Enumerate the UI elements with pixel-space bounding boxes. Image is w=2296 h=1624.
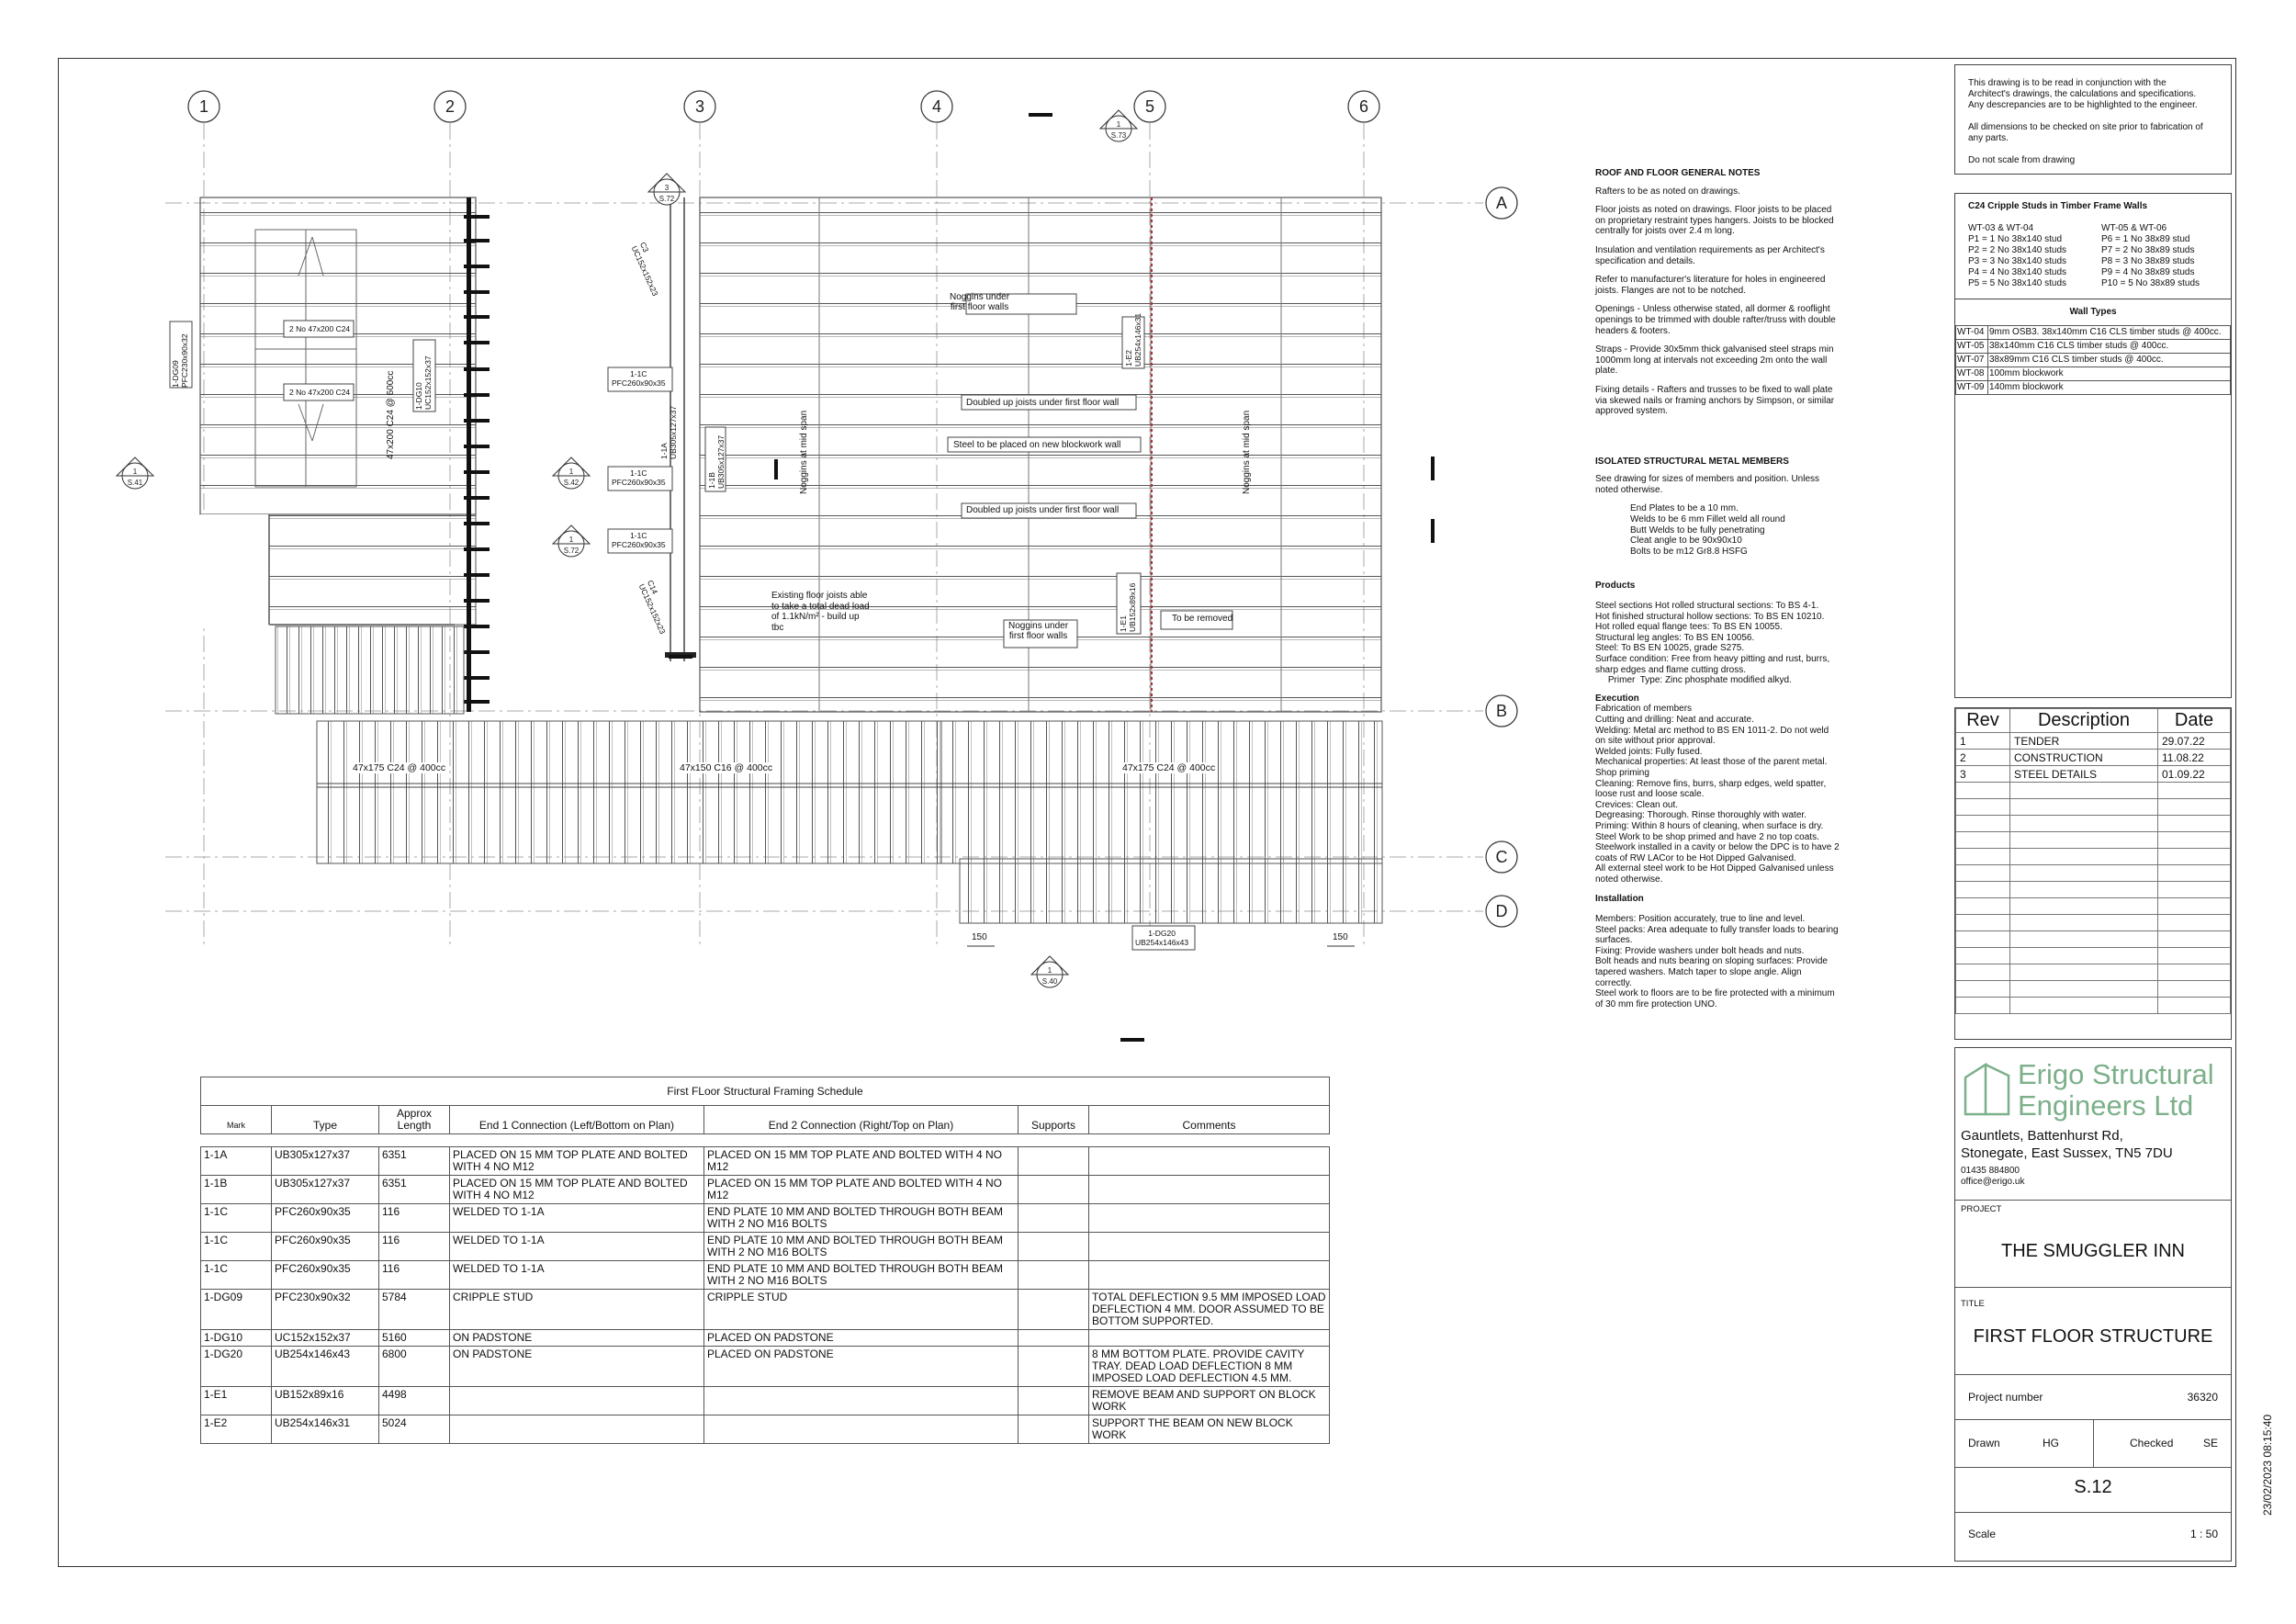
dimension-label: 150 (972, 932, 987, 942)
section-marker-num: 1 (132, 468, 138, 476)
revision-table (1955, 708, 2231, 1014)
company-logo (1963, 1059, 2012, 1121)
schedule-row: 1-E1 UB152x89x16 4498 REMOVE BEAM AND SUPPORT ON BLOCK WORK (201, 1387, 1330, 1415)
doubled-joists-label: Doubled up joists under first floor wall (966, 505, 1120, 515)
scale-value: 1 : 50 (2189, 1528, 2218, 1540)
drawing-notes-box: This drawing is to be read in conjunction with the Architect's drawings, the calculations and specifications. Any descrepancies are to be highlighted to the engineer. All dimensions to be checked on site prior to fabrication of any parts. Do not scale from drawing (1954, 64, 2232, 175)
section-marker-sheet: S.41 (127, 479, 143, 487)
schedule-header: End 1 Connection (Left/Bottom on Plan) (450, 1106, 704, 1134)
date-header: Date (2158, 709, 2231, 733)
project-number: 36320 (2187, 1391, 2218, 1404)
channel-label: 1-1C PFC260x90x35 (612, 369, 666, 388)
note-para: Rafters to be as noted on drawings. (1595, 186, 1740, 197)
grid-col-1: 1 (198, 97, 209, 116)
schedule-row: 1-DG10 UC152x152x37 5160 ON PADSTONE PLACED ON PADSTONE (201, 1330, 1330, 1347)
section-marker-sheet: S.40 (1041, 977, 1058, 986)
note-para: Straps - Provide 30x5mm thick galvanised steel straps min 1000mm long at intervals not exceeding 2m onto the wall plate. (1595, 344, 1834, 377)
general-notes-title: ROOF AND FLOOR GENERAL NOTES (1595, 168, 1761, 178)
rev-header: Rev (1956, 709, 2010, 733)
schedule-header: Approx Length (379, 1106, 450, 1134)
grid-col-4: 4 (931, 97, 942, 116)
doubled-joists-label: Doubled up joists under first floor wall (966, 398, 1120, 408)
joist-band-label: 47x175 C24 @ 400cc (1122, 762, 1216, 773)
products-title: Products (1595, 581, 1636, 592)
section-marker-num: 3 (664, 184, 670, 192)
schedule-row: 1-1A UB305x127x37 6351 PLACED ON 15 MM TOP PLATE AND BOLTED WITH 4 NO M12 PLACED ON 15 MM TOP PLATE AND BOLTED WITH 4 NO M12 (201, 1147, 1330, 1176)
grid-col-6: 6 (1358, 97, 1369, 116)
company-contact: 01435 884800 office@erigo.uk (1961, 1166, 2025, 1187)
installation-list: Members: Position accurately, true to line and level. Steel packs: Area adequate to fully transfer loads to bearing surfaces. Fixing: Provide washers under bolt heads and nuts. Bolt heads and nuts bearing on sloping surfaces: Provide tapered washers. Match taper to slope angle. Align correctly. Steel work to floors are to be fire protected with a minimum of 30 mm fire protection UNO. (1595, 914, 1839, 1009)
revision-table-box (1954, 707, 2232, 1040)
noggins-label: Noggins at mid span (1242, 410, 1252, 494)
framing-schedule (200, 1077, 1330, 1444)
beam-label-1b: 1-1B UB305x127x37 (707, 434, 726, 489)
schedule-row: 1-1C PFC260x90x35 116 WELDED TO 1-1A END PLATE 10 MM AND BOLTED THROUGH BOTH BEAM WITH 2 NO M16 BOLTS (201, 1261, 1330, 1290)
noggins-label: Noggins at mid span (799, 410, 809, 494)
schedule-row: 1-E2 UB254x146x31 5024 SUPPORT THE BEAM ON NEW BLOCK WORK (201, 1415, 1330, 1444)
column-label-c3: C3 UC152x152x23 (629, 241, 660, 298)
schedule-header: Supports (1019, 1106, 1089, 1134)
steel-blockwork-label: Steel to be placed on new blockwork wall (953, 440, 1121, 450)
beam-label-e2: 1-E2 UB254x146x31 (1124, 312, 1142, 367)
cripple-studs-left: WT-03 & WT-04 P1 = 1 No 38x140 stud P2 = 2 No 38x140 studs P3 = 3 No 38x140 studs P4 = 4 No 38x140 studs P5 = 5 No 38x140 studs (1968, 223, 2067, 288)
section-marker-num: 1 (568, 468, 574, 476)
joist-label: 2 No 47x200 C24 (289, 324, 351, 333)
checked-label: Checked (2130, 1437, 2174, 1449)
framing-schedule-table (200, 1077, 1330, 1444)
noggins-under-label: Noggins under first floor walls (950, 292, 1010, 312)
note-para: Openings - Unless otherwise stated, all dormer & rooflight openings to be trimmed with double rafter/truss with double headers & footers. (1595, 304, 1836, 336)
cripple-studs-box (1954, 193, 2232, 698)
isolated-members-title: ISOLATED STRUCTURAL METAL MEMBERS (1595, 456, 1789, 467)
drawn-by: HG (2043, 1437, 2059, 1449)
beam-label-dg20: 1-DG20 UB254x146x43 (1135, 929, 1189, 947)
products-list: Steel sections Hot rolled structural sections: To BS 4-1. Hot finished structural hollow sections: To BS EN 10210. Hot rolled equal flange tees: To BS EN 10055. Structural leg angles: To BS EN 10056. Steel: To BS EN 10025, grade S275. Surface condition: Free from heavy pitting and rust, burrs, sharp edges and flame cutting dross. Primer Type: Zinc phosphate modified alkyd. (1595, 601, 1830, 686)
section-marker-num: 1 (1047, 966, 1052, 975)
general-notes (1595, 168, 1862, 1009)
schedule-row: 1-1B UB305x127x37 6351 PLACED ON 15 MM TOP PLATE AND BOLTED WITH 4 NO M12 PLACED ON 15 MM TOP PLATE AND BOLTED WITH 4 NO M12 (201, 1176, 1330, 1204)
description-header: Description (2010, 709, 2158, 733)
wall-types-table: WT-04 9mm OSB3. 38x140mm C16 CLS timber studs @ 400cc. WT-05 38x140mm C16 CLS timber studs @ 400cc. WT-07 38x89mm C16 CLS timber studs @ 400cc. WT-08 100mm blockwork WT-09 140mm blockwork (1955, 325, 2231, 395)
schedule-header: End 2 Connection (Right/Top on Plan) (704, 1106, 1019, 1134)
noggins-under-label: Noggins under first floor walls (1008, 621, 1069, 641)
section-marker-num: 1 (1116, 120, 1121, 129)
company-address: Gauntlets, Battenhurst Rd, Stonegate, East Sussex, TN5 7DU (1961, 1128, 2173, 1161)
grid-row-c: C (1495, 848, 1508, 866)
grid-row-d: D (1495, 902, 1508, 920)
grid-row-a: A (1495, 194, 1508, 212)
schedule-row: 1-DG20 UB254x146x43 6800 ON PADSTONE PLACED ON PADSTONE 8 MM BOTTOM PLATE. PROVIDE CAVITY TRAY. DEAD LOAD DEFLECTION 8 MM IMPOSED LOAD DEFLECTION 4.5 MM. (201, 1347, 1330, 1387)
drawing-title: FIRST FLOOR STRUCTURE (1973, 1326, 2213, 1347)
joist-spacing-label: 47x200 C24 @ 600cc (386, 370, 396, 459)
channel-label: 1-1C PFC260x90x35 (612, 468, 666, 487)
note-para: Insulation and ventilation requirements as per Architect's specification and details. (1595, 244, 1825, 266)
section-marker-sheet: S.73 (1110, 131, 1127, 140)
isolated-members-list: End Plates to be a 10 mm. Welds to be 6 mm Fillet weld all round Butt Welds to be fully penetrating Cleat angle to be 90x90x10 Bolts to be m12 Gr8.8 HSFG (1630, 503, 1785, 557)
section-marker-sheet: S.42 (563, 479, 580, 487)
beam-label-e1: 1-E1 UB152x89x16 (1119, 582, 1137, 632)
cripple-studs-right: WT-05 & WT-06 P6 = 1 No 38x89 stud P7 = 2 No 38x89 studs P8 = 3 No 38x89 studs P9 = 4 No 38x89 studs P10 = 5 No 38x89 studs (2101, 223, 2200, 288)
schedule-row: 1-DG09 PFC230x90x32 5784 CRIPPLE STUD CRIPPLE STUD TOTAL DEFLECTION 9.5 MM IMPOSED LOAD DEFLECTION 4 MM. DOOR ASSUMED TO BE BOTTOM SUPPORTED. (201, 1290, 1330, 1330)
grid-col-3: 3 (694, 97, 705, 116)
company-name: Erigo Structural Engineers Ltd (2018, 1058, 2214, 1122)
project-number-label: Project number (1968, 1391, 2043, 1404)
schedule-header: Type (272, 1106, 379, 1134)
joist-band-label: 47x175 C24 @ 400cc (353, 762, 446, 773)
grid-row-b: B (1495, 702, 1508, 720)
execution-list: Fabrication of members Cutting and drilling: Neat and accurate. Welding: Metal arc method to BS EN 1011-2. Do not weld on site without prior approval. Welded joints: Fully fused. Mechanical properties: At least those of the parent metal. Shop priming Cleaning: Remove fins, burrs, sharp edges, weld spatter, loose rust and loose scale. Crevices: Clean out. Degreasing: Thorough. Rinse thoroughly with water. Priming: Within 8 hours of cleaning, when surface is dry. Steel Work to be shop primed and have 2 no top coats. Steelwork installed in a cavity or below the DPC is to have 2 coats of RW LACor to be Hot Dipped Galvanised. All external steel work to be Hot Dipped Galvanised unless noted otherwise. (1595, 704, 1840, 885)
title-label: TITLE (1961, 1299, 1985, 1309)
channel-label: 1-1C PFC260x90x35 (612, 531, 666, 549)
installation-title: Installation (1595, 894, 1644, 905)
dimension-label: 150 (1333, 932, 1348, 942)
sheet-number: S.12 (2074, 1477, 2112, 1497)
note-para: Fixing details - Rafters and trusses to be fixed to wall plate via skewed nails or framing anchors by Simpson, or similar approved system. (1595, 384, 1835, 417)
revision-row: 1 TENDER 29.07.22 (1956, 733, 2231, 750)
beam-label-dg10: 1-DG10 UC152x152x37 (414, 355, 433, 410)
to-be-removed-label: To be removed (1172, 614, 1233, 624)
first-floor-plan (0, 0, 1580, 1056)
existing-joists-note: Existing floor joists able to take a total dead load of 1.1kN/m² - build up tbc (771, 591, 870, 633)
column-label-c14: C14 UC152x152x23 (636, 579, 668, 636)
section-marker-num: 1 (568, 536, 574, 544)
drawn-label: Drawn (1968, 1437, 2000, 1449)
cripple-studs-title: C24 Cripple Studs in Timber Frame Walls (1968, 201, 2148, 211)
revision-row: 3 STEEL DETAILS 01.09.22 (1956, 766, 2231, 783)
wall-types-title: Wall Types (1955, 299, 2231, 325)
project-name: THE SMUGGLER INN (2000, 1241, 2186, 1261)
schedule-row: 1-1C PFC260x90x35 116 WELDED TO 1-1A END PLATE 10 MM AND BOLTED THROUGH BOTH BEAM WITH 2 NO M16 BOLTS (201, 1204, 1330, 1233)
joist-band-label: 47x150 C16 @ 400cc (680, 762, 773, 773)
section-marker-sheet: S.72 (563, 547, 580, 555)
schedule-header: Mark (201, 1106, 272, 1134)
schedule-row: 1-1C PFC260x90x35 116 WELDED TO 1-1A END PLATE 10 MM AND BOLTED THROUGH BOTH BEAM WITH 2 NO M16 BOLTS (201, 1233, 1330, 1261)
grid-col-5: 5 (1144, 97, 1155, 116)
note-para: Refer to manufacturer's literature for holes in engineered joists. Flanges are not to be notched. (1595, 275, 1826, 296)
title-block (1954, 1047, 2232, 1562)
checked-by: SE (2202, 1437, 2218, 1449)
print-timestamp: 23/02/2023 08:15:40 (2261, 1414, 2274, 1516)
note-para: See drawing for sizes of members and position. Unless noted otherwise. (1595, 474, 1820, 495)
beam-label-1a: 1-1A UB305x127x37 (659, 405, 678, 459)
schedule-header: Comments (1089, 1106, 1330, 1134)
scale-label: Scale (1968, 1528, 1997, 1540)
schedule-title: First FLoor Structural Framing Schedule (201, 1077, 1330, 1106)
project-label: PROJECT (1961, 1204, 2002, 1214)
grid-col-2: 2 (445, 97, 456, 116)
note-para: Floor joists as noted on drawings. Floor joists to be placed on proprietary restraint types hangers. Joists to be blocked centrally for joists over 2.4 m long. (1595, 205, 1834, 237)
section-marker-sheet: S.72 (658, 195, 675, 203)
execution-title: Execution (1595, 693, 1639, 704)
beam-label-dg09: 1-DG09 PFC230x90x32 (171, 333, 189, 388)
revision-row: 2 CONSTRUCTION 11.08.22 (1956, 750, 2231, 766)
joist-label: 2 No 47x200 C24 (289, 388, 351, 397)
